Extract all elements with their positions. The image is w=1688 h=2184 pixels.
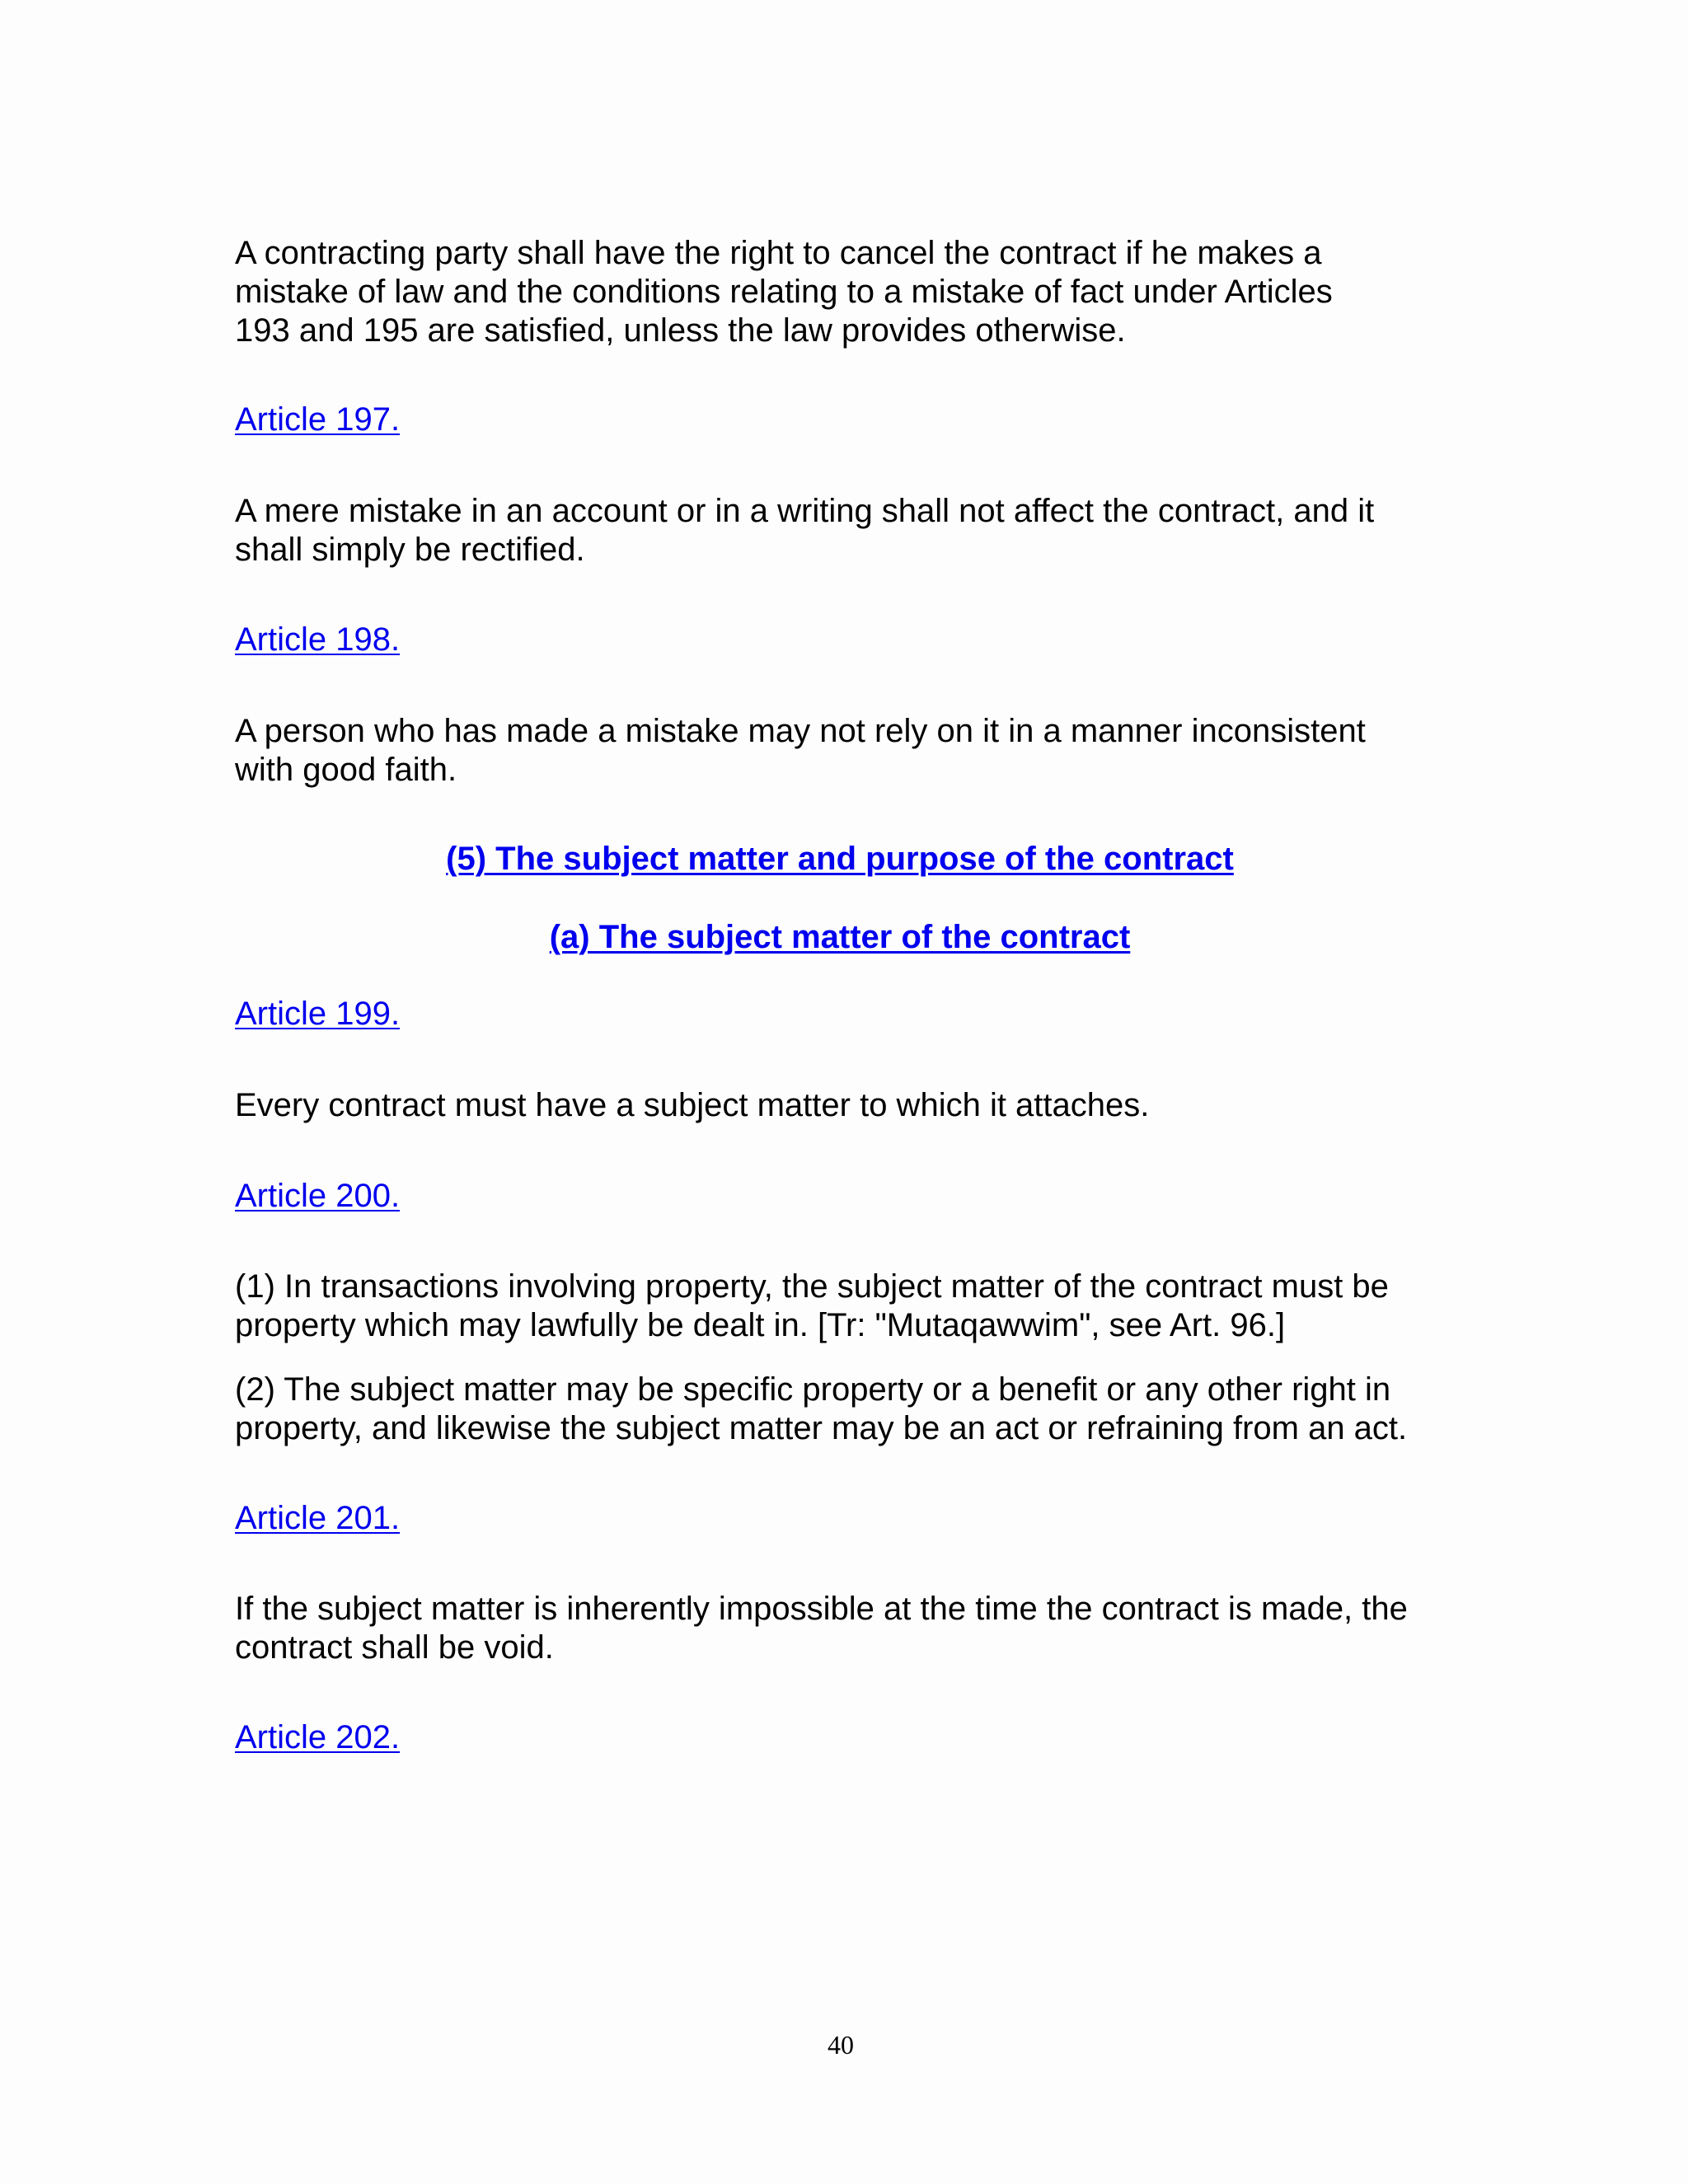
article-201-text-line-1: If the subject matter is inherently impossible at the time the contract is made, the (235, 1591, 1408, 1627)
article-198-text-line-1: A person who has made a mistake may not rely on it in a manner inconsistent (235, 713, 1366, 749)
article-198-link[interactable]: Article 198. (235, 621, 401, 658)
article-200-link[interactable]: Article 200. (235, 1178, 401, 1214)
page-number: 40 (828, 2030, 854, 2060)
article-196-text-line-3: 193 and 195 are satisfied, unless the law provides otherwise. (235, 312, 1126, 349)
article-200-paragraph-2-line-2: property, and likewise the subject matter may be an act or refraining from an act. (235, 1410, 1408, 1446)
article-200-paragraph-1-line-2: property which may lawfully be dealt in. [Tr: "Mutaqawwim", see Art. 96.] (235, 1307, 1286, 1343)
article-201-text-line-2: contract shall be void. (235, 1629, 554, 1666)
article-197-text-line-2: shall simply be rectified. (235, 532, 585, 568)
subsection-a-heading-link[interactable]: (a) The subject matter of the contract (549, 919, 1131, 955)
article-198-text-line-2: with good faith. (235, 752, 457, 788)
article-199-link[interactable]: Article 199. (235, 996, 401, 1032)
article-197-link[interactable]: Article 197. (235, 401, 401, 438)
article-201-link[interactable]: Article 201. (235, 1500, 401, 1536)
article-200-paragraph-2-line-1: (2) The subject matter may be specific property or a benefit or any other right in (235, 1371, 1391, 1408)
article-196-text-line-2: mistake of law and the conditions relating to a mistake of fact under Articles (235, 274, 1333, 310)
article-200-paragraph-1-line-1: (1) In transactions involving property, the subject matter of the contract must be (235, 1268, 1389, 1305)
article-199-text-line-1: Every contract must have a subject matter to which it attaches. (235, 1087, 1150, 1123)
article-202-link[interactable]: Article 202. (235, 1719, 401, 1755)
article-196-text-line-1: A contracting party shall have the right to cancel the contract if he makes a (235, 235, 1322, 271)
article-197-text-line-1: A mere mistake in an account or in a writing shall not affect the contract, and it (235, 493, 1375, 529)
section-5-heading-link[interactable]: (5) The subject matter and purpose of the contract (446, 841, 1234, 877)
